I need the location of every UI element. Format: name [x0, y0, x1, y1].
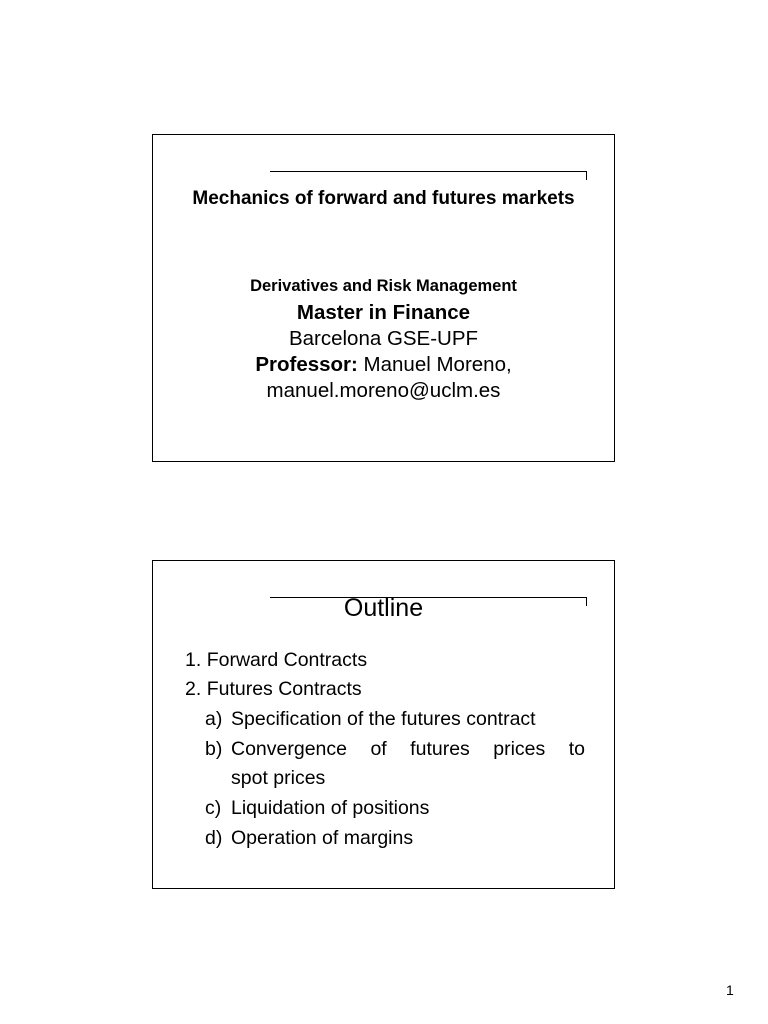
sub-item-letter: a): [205, 708, 223, 730]
sub-item-letter: b): [205, 738, 223, 760]
slide-decoration-line: [270, 171, 587, 180]
program-name: Master in Finance: [296, 301, 471, 324]
slide-title-heading: Mechanics of forward and futures markets: [192, 188, 575, 209]
school-name: Barcelona GSE-UPF: [288, 327, 479, 350]
list-item-number: 2.: [185, 678, 202, 700]
sub-item-text: Liquidation of positions: [231, 797, 430, 819]
sub-item-text: Convergence of futures prices to: [231, 738, 585, 760]
professor-name: Manuel Moreno,: [363, 353, 512, 376]
professor-line: [153, 353, 614, 377]
slide-outline: [152, 560, 615, 889]
slide-title: [152, 134, 615, 462]
sub-item-letter: c): [205, 797, 222, 819]
list-item-text: Futures Contracts: [206, 678, 362, 700]
page-number: 1: [726, 982, 734, 998]
outline-title: Outline: [343, 594, 424, 622]
list-item-number: 1.: [185, 649, 202, 671]
sub-item-letter: d): [205, 827, 223, 849]
sub-item-text: Operation of margins: [231, 827, 414, 849]
sub-item-text: spot prices: [231, 767, 326, 789]
professor-label: Professor:: [255, 353, 358, 376]
list-item-text: Forward Contracts: [206, 649, 368, 671]
list-item: [185, 678, 362, 701]
course-name: Derivatives and Risk Management: [250, 277, 517, 295]
sub-item-text: Specification of the futures contract: [231, 708, 536, 730]
professor-email: manuel.moreno@uclm.es: [266, 379, 501, 402]
list-item: [185, 649, 367, 672]
